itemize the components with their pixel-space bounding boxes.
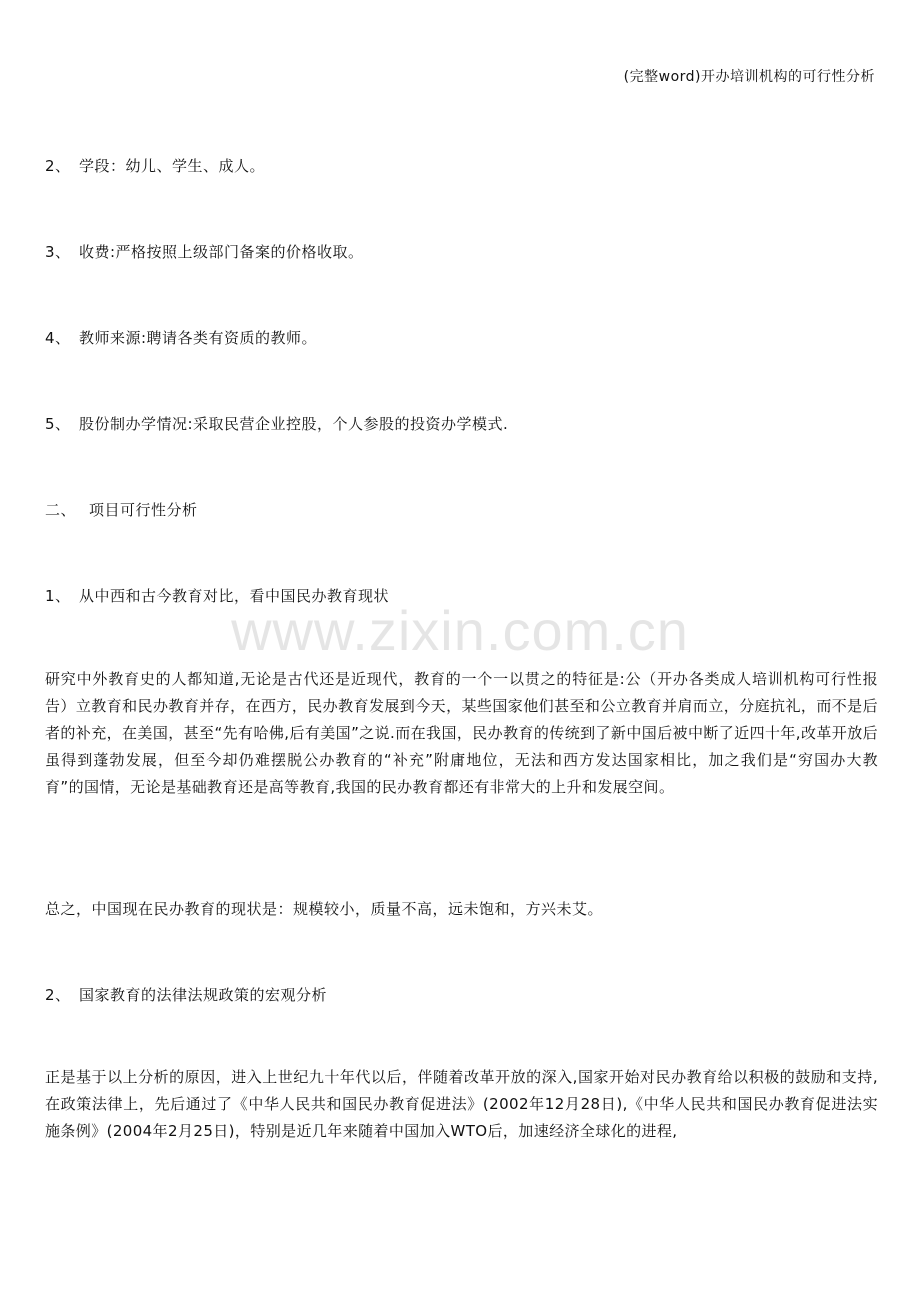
list-item-text: 股份制办学情况:采取民营企业控股，个人参股的投资办学模式. — [79, 415, 509, 433]
body-paragraph: 研究中外教育史的人都知道,无论是古代还是近现代，教育的一个一以贯之的特征是:公（开办各类成人培训机构可行性报告）立教育和民办教育并存，在西方，民办教育发展到今天，某些国家他们甚至和公立教育并肩而立，分庭抗礼，而不是后者的补充，在美国，甚至“先有哈佛,后有美国”之说.而在我国，民办教育的传统到了新中国后被中断了近四十年,改革开放后虽得到蓬勃发展，但至今却仍难摆脱公办教育的“补充”附庸地位，无法和西方发达国家相比，加之我们是“穷国办大教育”的国情，无论是基础教育还是高等教育,我国的民办教育都还有非常大的上升和发展空间。 — [45, 670, 878, 796]
subsection-title: 从中西和古今教育对比，看中国民办教育现状 — [79, 587, 390, 605]
subsection-title: 国家教育的法律法规政策的宏观分析 — [79, 986, 328, 1004]
list-item-number: 2、 — [45, 157, 71, 175]
list-item-number: 5、 — [45, 415, 71, 433]
section-title: 项目可行性分析 — [89, 501, 198, 519]
body-paragraph: 正是基于以上分析的原因，进入上世纪九十年代以后，伴随着改革开放的深入,国家开始对民办教育给以积极的鼓励和支持,在政策法律上，先后通过了《中华人民共和国民办教育促进法》(2002年12月28日),《中华人民共和国民办教育促进法实施条例》(2004年2月25日)，特别是近几年来随着中国加入WTO后，加速经济全球化的进程, — [45, 1068, 878, 1140]
list-item-number: 4、 — [45, 329, 71, 347]
subsection-number: 2、 — [45, 986, 71, 1004]
subsection-heading — [45, 984, 327, 1005]
list-item-number: 3、 — [45, 243, 71, 261]
page-header: (完整word)开办培训机构的可行性分析 — [623, 69, 875, 85]
list-item — [45, 241, 364, 262]
section-heading — [45, 499, 198, 520]
list-item — [45, 155, 265, 176]
list-item — [45, 327, 317, 348]
subsection-number: 1、 — [45, 587, 71, 605]
subsection-heading — [45, 585, 389, 606]
list-item-text: 教师来源:聘请各类有资质的教师。 — [79, 329, 318, 347]
list-item-text: 收费:严格按照上级部门备案的价格收取。 — [79, 243, 364, 261]
list-item-text: 学段：幼儿、学生、成人。 — [79, 157, 266, 175]
list-item — [45, 413, 508, 434]
watermark: www.zixin.com.cn — [231, 599, 689, 662]
summary-paragraph: 总之，中国现在民办教育的现状是：规模较小，质量不高，远未饱和，方兴未艾。 — [45, 900, 604, 918]
section-number: 二、 — [45, 501, 77, 519]
